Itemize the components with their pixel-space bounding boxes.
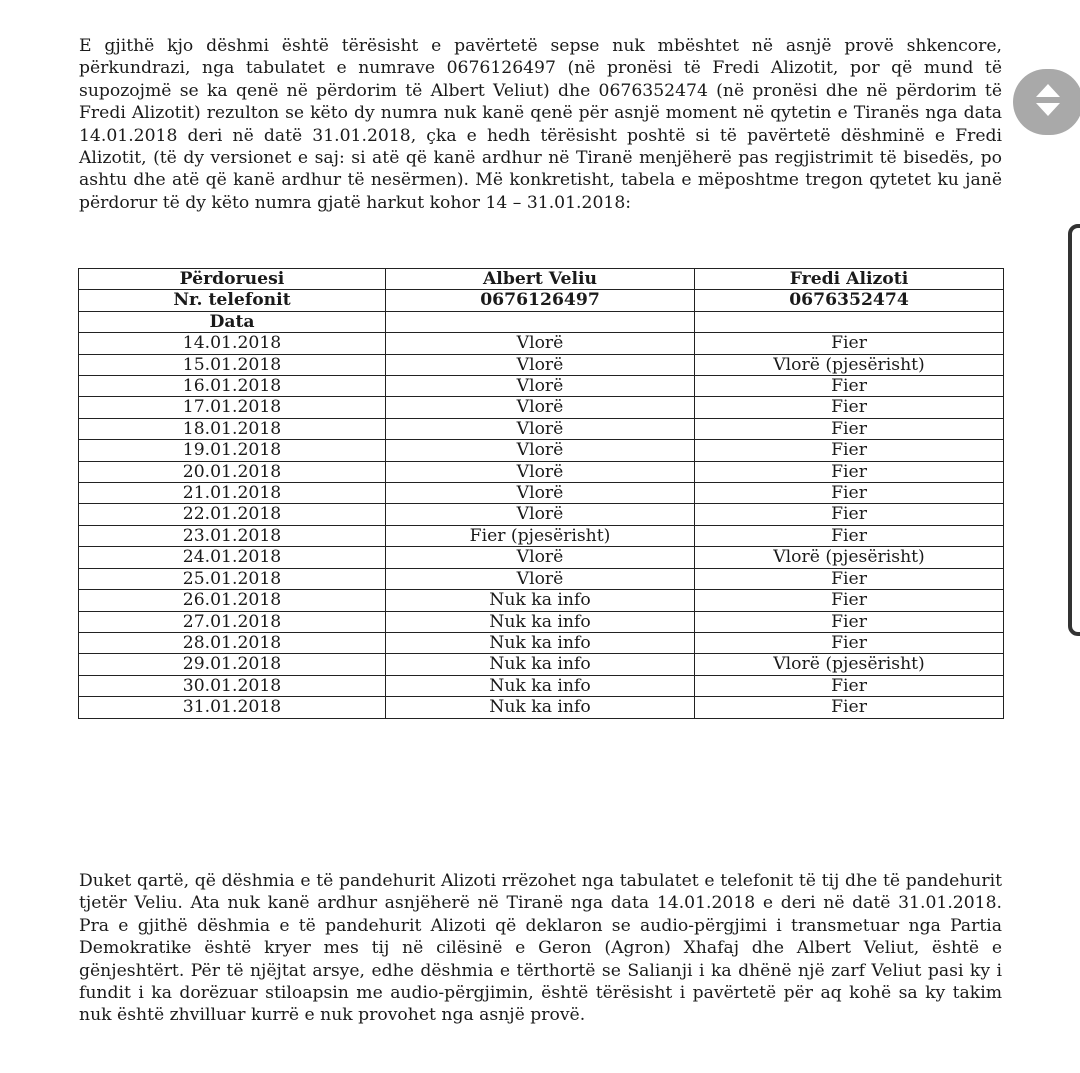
fredi-alizoti-location-cell: Fier — [695, 675, 1004, 696]
table-row — [79, 611, 1004, 632]
date-cell: 27.01.2018 — [79, 611, 386, 632]
date-cell: 28.01.2018 — [79, 632, 386, 653]
albert-veliu-location-cell: Fier (pjesërisht) — [386, 525, 695, 546]
fredi-alizoti-location-cell: Fier — [695, 525, 1004, 546]
header-row-phone — [79, 290, 1004, 311]
albert-veliu-location-cell: Vlorë — [386, 418, 695, 439]
table-row — [79, 376, 1004, 397]
header-cell: Fredi Alizoti — [695, 269, 1004, 290]
table-row — [79, 568, 1004, 589]
fredi-alizoti-location-cell: Fier — [695, 461, 1004, 482]
header-row-user — [79, 269, 1004, 290]
fredi-alizoti-location-cell: Fier — [695, 397, 1004, 418]
table-row — [79, 675, 1004, 696]
intro-paragraph: E gjithë kjo dëshmi është tërësisht e pavërtetë sepse nuk mbështet në asnjë provë shkencore, përkundrazi, nga tabulatet e numrave 0676126497 (në pronësi të Fredi Alizotit, por që mund të supozojmë se ka qenë në përdorim të Albert Veliut) dhe 0676352474 (në pronësi dhe në përdorim të Fredi Alizotit) rezulton se këto dy numra nuk kanë qenë për asnjë moment në qytetin e Tiranës nga data 14.01.2018 deri në datë 31.01.2018, çka e hedh tërësisht poshtë si të pavërtetë dëshminë e Fredi Alizotit, (të dy versionet e saj: si atë që kanë ardhur në Tiranë menjëherë pas regjistrimit të bisedës, po ashtu dhe atë që kanë ardhur të nesërmen). Më konkretisht, tabela e mëposhtme tregon qytetet ku janë përdorur të dy këto numra gjatë harkut kohor 14 – 31.01.2018: — [79, 36, 1002, 213]
fredi-alizoti-location-cell: Fier — [695, 483, 1004, 504]
albert-veliu-location-cell: Vlorë — [386, 483, 695, 504]
albert-veliu-location-cell: Nuk ka info — [386, 632, 695, 653]
albert-veliu-location-cell: Vlorë — [386, 461, 695, 482]
albert-veliu-location-cell: Nuk ka info — [386, 675, 695, 696]
albert-veliu-location-cell: Vlorë — [386, 354, 695, 375]
albert-veliu-location-cell: Nuk ka info — [386, 697, 695, 718]
date-cell: 23.01.2018 — [79, 525, 386, 546]
fredi-alizoti-location-cell: Fier — [695, 568, 1004, 589]
date-cell: 29.01.2018 — [79, 654, 386, 675]
fredi-alizoti-location-cell: Fier — [695, 333, 1004, 354]
date-cell: 25.01.2018 — [79, 568, 386, 589]
fredi-alizoti-location-cell: Fier — [695, 590, 1004, 611]
date-cell: 22.01.2018 — [79, 504, 386, 525]
header-cell: Data — [79, 311, 386, 332]
table-row — [79, 654, 1004, 675]
fredi-alizoti-location-cell: Vlorë (pjesërisht) — [695, 354, 1004, 375]
date-cell: 30.01.2018 — [79, 675, 386, 696]
header-cell — [695, 311, 1004, 332]
date-cell: 24.01.2018 — [79, 547, 386, 568]
albert-veliu-location-cell: Vlorë — [386, 333, 695, 354]
header-cell: 0676126497 — [386, 290, 695, 311]
fredi-alizoti-location-cell: Fier — [695, 632, 1004, 653]
table-row — [79, 461, 1004, 482]
date-cell: 21.01.2018 — [79, 483, 386, 504]
date-cell: 17.01.2018 — [79, 397, 386, 418]
table-row — [79, 440, 1004, 461]
table-row — [79, 418, 1004, 439]
table-row — [79, 504, 1004, 525]
header-cell: 0676352474 — [695, 290, 1004, 311]
fredi-alizoti-location-cell: Vlorë (pjesërisht) — [695, 547, 1004, 568]
table-row — [79, 397, 1004, 418]
date-cell: 26.01.2018 — [79, 590, 386, 611]
header-cell: Nr. telefonit — [79, 290, 386, 311]
date-cell: 14.01.2018 — [79, 333, 386, 354]
table-row — [79, 354, 1004, 375]
fredi-alizoti-location-cell: Fier — [695, 418, 1004, 439]
table-row — [79, 333, 1004, 354]
fredi-alizoti-location-cell: Fier — [695, 611, 1004, 632]
fredi-alizoti-location-cell: Fier — [695, 504, 1004, 525]
albert-veliu-location-cell: Vlorë — [386, 440, 695, 461]
date-cell: 20.01.2018 — [79, 461, 386, 482]
albert-veliu-location-cell: Nuk ka info — [386, 611, 695, 632]
date-cell: 15.01.2018 — [79, 354, 386, 375]
date-cell: 19.01.2018 — [79, 440, 386, 461]
albert-veliu-location-cell: Nuk ka info — [386, 590, 695, 611]
date-cell: 18.01.2018 — [79, 418, 386, 439]
scroll-toggle-button[interactable] — [1013, 69, 1080, 135]
header-cell — [386, 311, 695, 332]
conclusion-paragraph: Duket qartë, që dëshmia e të pandehurit Alizoti rrëzohet nga tabulatet e telefonit të tij dhe të pandehurit tjetër Veliu. Ata nuk kanë ardhur asnjëherë në Tiranë nga data 14.01.2018 e deri në datë 31.01.2018. Pra e gjithë dëshmia e të pandehurit Alizoti që deklaron se audio-përgjimi i transmetuar nga Partia Demokratike është kryer mes tij në cilësinë e Geron (Agron) Xhafaj dhe Albert Veliut, është e gënjeshtërt. Për të njëjtat arsye, edhe dëshmia e tërthortë se Salianji i ka dhënë një zarf Veliut pasi ky i fundit i ka dorëzuar stiloapsin me audio-përgjimin, është tërësisht i pavërtetë për aq kohë sa ky takim nuk është zhvilluar kurrë e nuk provohet nga asnjë provë. — [79, 871, 1002, 1026]
table-row — [79, 525, 1004, 546]
header-cell: Përdoruesi — [79, 269, 386, 290]
fredi-alizoti-location-cell: Fier — [695, 697, 1004, 718]
albert-veliu-location-cell: Nuk ka info — [386, 654, 695, 675]
up-down-arrows-icon — [1035, 82, 1061, 122]
table-row — [79, 483, 1004, 504]
side-panel-handle[interactable] — [1068, 224, 1080, 636]
date-cell: 31.01.2018 — [79, 697, 386, 718]
table-row — [79, 590, 1004, 611]
albert-veliu-location-cell: Vlorë — [386, 547, 695, 568]
date-cell: 16.01.2018 — [79, 376, 386, 397]
albert-veliu-location-cell: Vlorë — [386, 568, 695, 589]
header-cell: Albert Veliu — [386, 269, 695, 290]
albert-veliu-location-cell: Vlorë — [386, 504, 695, 525]
table-row — [79, 632, 1004, 653]
table-row — [79, 547, 1004, 568]
fredi-alizoti-location-cell: Vlorë (pjesërisht) — [695, 654, 1004, 675]
albert-veliu-location-cell: Vlorë — [386, 397, 695, 418]
fredi-alizoti-location-cell: Fier — [695, 376, 1004, 397]
table-row — [79, 697, 1004, 718]
fredi-alizoti-location-cell: Fier — [695, 440, 1004, 461]
albert-veliu-location-cell: Vlorë — [386, 376, 695, 397]
header-row-date — [79, 311, 1004, 332]
phone-location-table — [78, 268, 1004, 719]
